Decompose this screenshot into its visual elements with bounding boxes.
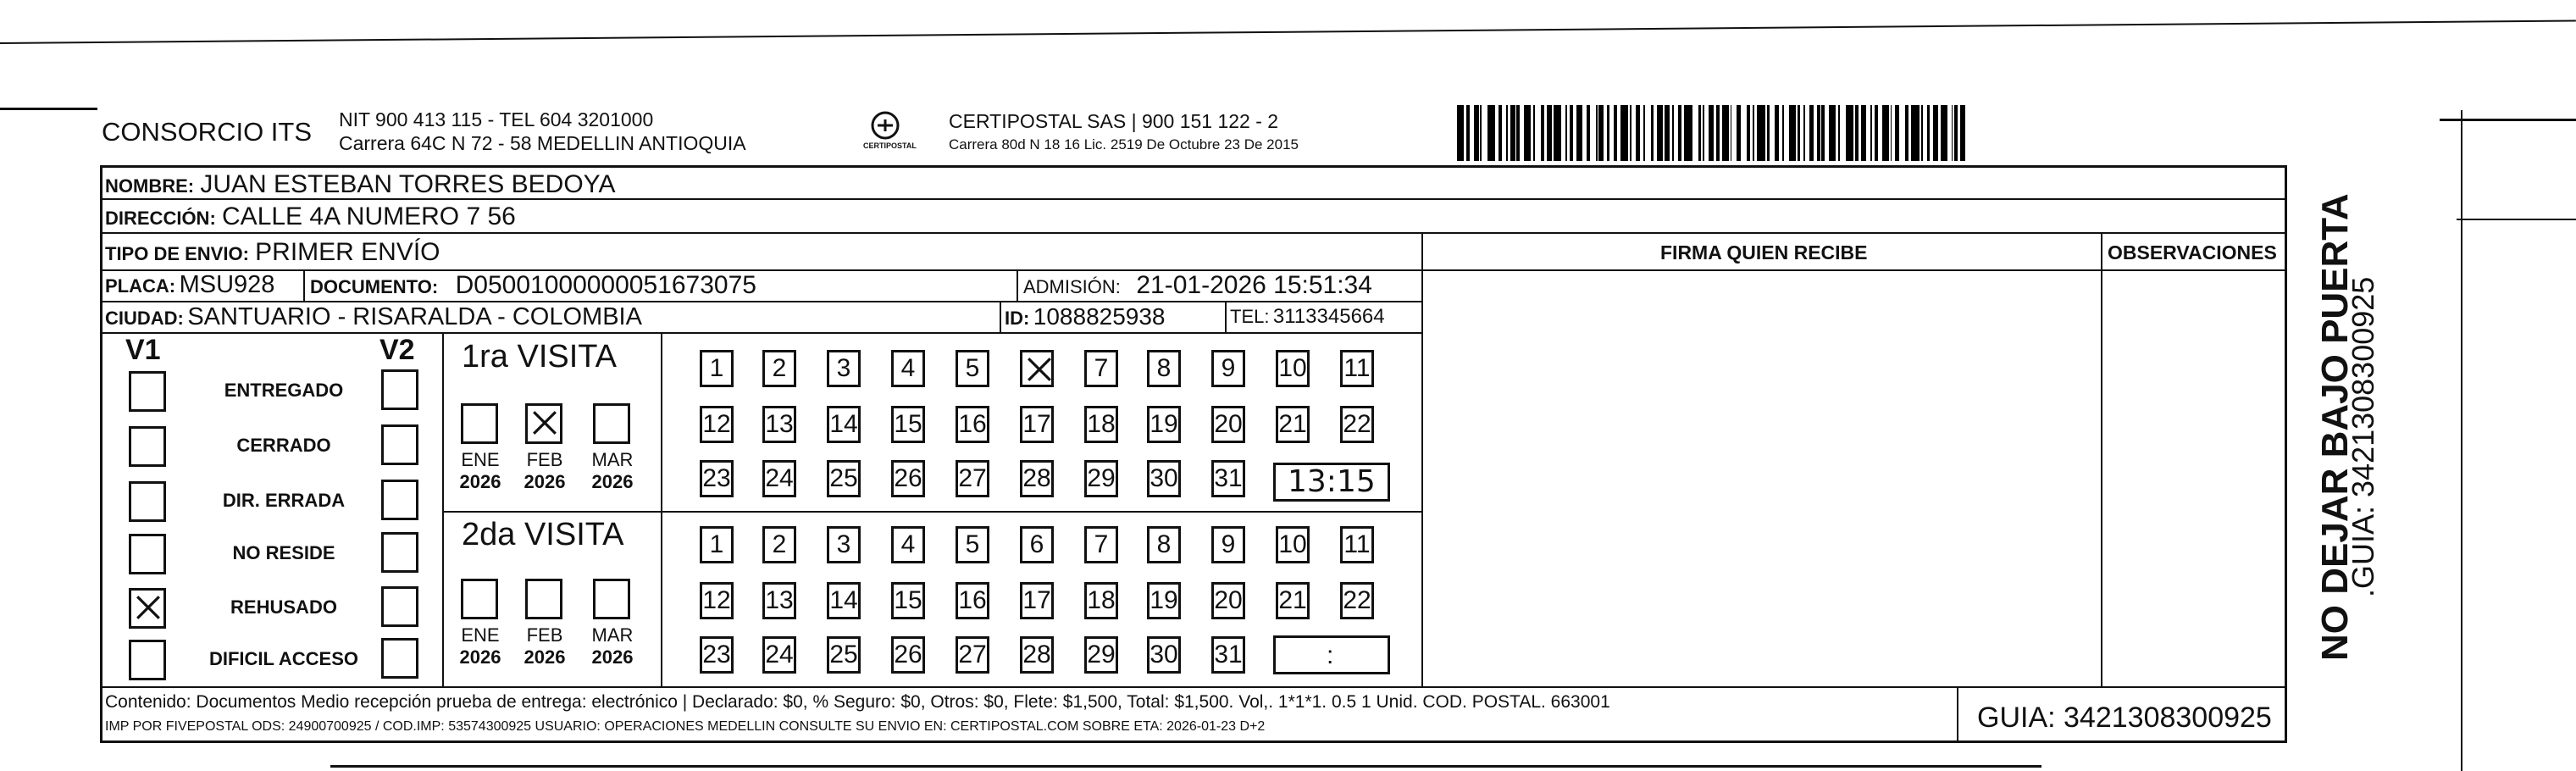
- tipo-row: [105, 240, 440, 265]
- month-checkbox-feb[interactable]: [525, 579, 562, 619]
- footer-guia: GUIA: 3421308300925: [1977, 702, 2272, 734]
- ciudad-divider: [1000, 301, 1001, 332]
- barcode-bar: [1855, 105, 1859, 161]
- placa-label: PLACA:: [105, 275, 176, 297]
- year-label: 2026: [524, 646, 566, 668]
- consorcio-line1: NIT 900 413 115 - TEL 604 3201000: [339, 108, 654, 130]
- first-visit-time-box[interactable]: [1273, 463, 1390, 502]
- documento-row: [310, 273, 756, 298]
- day-box-30[interactable]: 30: [1147, 636, 1181, 674]
- day-box-11[interactable]: 11: [1340, 350, 1374, 387]
- status-label: CERRADO: [236, 435, 331, 456]
- day-box-26[interactable]: 26: [891, 460, 925, 497]
- barcode-bar: [1651, 105, 1654, 161]
- barcode-bar: [1829, 105, 1836, 161]
- day-box-19[interactable]: 19: [1147, 406, 1181, 443]
- scan-right-line-2: [2457, 219, 2576, 220]
- day-box-8[interactable]: 8: [1147, 350, 1181, 387]
- status-label: DIFICIL ACCESO: [208, 648, 358, 669]
- barcode-bar: [1510, 105, 1515, 161]
- barcode-bar: [1499, 105, 1502, 161]
- barcode-bar: [1570, 105, 1573, 161]
- tipo-value: PRIMER ENVÍO: [255, 238, 440, 266]
- status-label: ENTREGADO: [224, 380, 344, 401]
- month-label: ENE: [461, 624, 500, 646]
- tipo-label: TIPO DE ENVIO:: [105, 243, 249, 264]
- scan-page-right-edge: [2461, 110, 2462, 771]
- barcode-bar: [1554, 105, 1562, 161]
- v1-checkbox[interactable]: [129, 588, 166, 629]
- barcode-bar: [1541, 105, 1544, 161]
- direccion-value: CALLE 4A NUMERO 7 56: [222, 202, 516, 230]
- barcode-bar: [1798, 105, 1801, 161]
- barcode-bar: [1607, 105, 1610, 161]
- v1-checkbox[interactable]: [129, 426, 166, 467]
- day-box-31[interactable]: 31: [1211, 460, 1245, 497]
- id-label: ID:: [1005, 308, 1030, 329]
- barcode-bar: [1716, 105, 1720, 161]
- day-box-29[interactable]: 29: [1084, 636, 1118, 674]
- day-box-9[interactable]: 9: [1211, 350, 1245, 387]
- day-box-14[interactable]: 14: [827, 406, 861, 443]
- day-box-5[interactable]: 5: [956, 526, 989, 563]
- day-box-7[interactable]: 7: [1084, 350, 1118, 387]
- second-visit-title: 2da VISITA: [462, 517, 624, 552]
- barcode-bar: [1803, 105, 1805, 161]
- month-label: ENE: [461, 449, 500, 470]
- month-label: FEB: [526, 624, 563, 646]
- barcode-bar: [1576, 105, 1583, 161]
- barcode-bar: [1737, 105, 1742, 161]
- barcode-bar: [1809, 105, 1814, 161]
- visit-divider: [442, 511, 1421, 513]
- tel-value: 3113345664: [1272, 305, 1385, 328]
- scan-top-edge: [0, 19, 2576, 44]
- status-label: DIR. ERRADA: [222, 490, 346, 511]
- year-label: 2026: [459, 471, 501, 492]
- month-checkbox-mar[interactable]: [593, 403, 630, 444]
- logo-text: CERTIPOSTAL: [863, 141, 917, 150]
- second-visit-time: :: [1327, 641, 1334, 669]
- barcode-bar: [1747, 105, 1750, 161]
- day-box-23[interactable]: 23: [700, 460, 734, 497]
- day-box-21[interactable]: 21: [1276, 406, 1310, 443]
- check-x-icon: [135, 594, 162, 621]
- admision-row: [1023, 273, 1372, 298]
- observaciones-label: OBSERVACIONES: [2108, 241, 2277, 263]
- ciudad-value: SANTUARIO - RISARALDA - COLOMBIA: [187, 303, 642, 330]
- year-label: 2026: [591, 646, 634, 668]
- obs-divider: [2101, 232, 2102, 686]
- barcode-bar: [1882, 105, 1889, 161]
- firma-header-line: [1421, 269, 2287, 271]
- month-label: MAR: [591, 624, 634, 646]
- day-box-1[interactable]: 1: [700, 526, 734, 563]
- day-box-12[interactable]: 12: [700, 582, 734, 619]
- footer-divider: [1957, 686, 1958, 743]
- v1-checkbox[interactable]: [129, 534, 166, 574]
- day-box-15[interactable]: 15: [891, 582, 925, 619]
- id-divider: [1225, 301, 1227, 332]
- status-label: REHUSADO: [230, 596, 337, 618]
- day-box-10[interactable]: 10: [1276, 526, 1310, 563]
- day-box-10[interactable]: 10: [1276, 350, 1310, 387]
- day-box-24[interactable]: 24: [762, 636, 796, 674]
- v2-checkbox[interactable]: [381, 532, 418, 573]
- barcode-bar: [1757, 105, 1765, 161]
- consorcio-name: CONSORCIO ITS: [102, 117, 313, 147]
- day-box-23[interactable]: 23: [700, 636, 734, 674]
- barcode-bar: [1657, 105, 1664, 161]
- day-box-13[interactable]: 13: [762, 406, 796, 443]
- doc-divider: [1017, 269, 1018, 301]
- barcode-bar: [1678, 105, 1681, 161]
- barcode-bar: [1506, 105, 1508, 161]
- barcode-bar: [1954, 105, 1958, 161]
- documento-value: D05001000000051673075: [455, 271, 756, 299]
- barcode-bar: [1960, 105, 1965, 161]
- tel-row: [1230, 307, 1385, 327]
- v2-checkbox[interactable]: [381, 424, 418, 465]
- day-box-3[interactable]: 3: [827, 350, 861, 387]
- barcode-bar: [1933, 105, 1938, 161]
- id-row: [1005, 305, 1166, 329]
- v2-checkbox[interactable]: [381, 369, 418, 410]
- admision-label: ADMISIÓN:: [1023, 276, 1121, 297]
- day-box-9[interactable]: 9: [1211, 526, 1245, 563]
- barcode-bar: [1846, 105, 1854, 161]
- barcode-bar: [1722, 105, 1729, 161]
- month-checkbox-mar[interactable]: [593, 579, 630, 619]
- barcode-bar: [1547, 105, 1552, 161]
- barcode-bar: [1817, 105, 1820, 161]
- day-box-17[interactable]: 17: [1020, 582, 1054, 619]
- footer-contenido: Contenido: Documentos Medio recepción prueba de entrega: electrónico | Declarado: $0, % Seguro: $0, Otros: $0, Flete: $1,500, Total: $1,500. Vol,. 1*1*1. 0.5 1 Unid. COD. POSTAL. 663001: [105, 692, 1610, 712]
- nombre-value: JUAN ESTEBAN TORRES BEDOYA: [200, 170, 616, 198]
- row-line: [100, 232, 2287, 234]
- day-box-22[interactable]: 22: [1340, 582, 1374, 619]
- barcode-bar: [1620, 105, 1629, 161]
- ciudad-label: CIUDAD:: [105, 308, 184, 329]
- day-box-14[interactable]: 14: [827, 582, 861, 619]
- day-box-15[interactable]: 15: [891, 406, 925, 443]
- v1-checkbox[interactable]: [129, 481, 166, 522]
- row-line: [100, 686, 2287, 688]
- barcode: [1457, 105, 2126, 161]
- day-box-18[interactable]: 18: [1084, 406, 1118, 443]
- day-box-4[interactable]: 4: [891, 350, 925, 387]
- placa-row: [105, 273, 274, 297]
- barcode-bar: [1487, 105, 1496, 161]
- barcode-bar: [1875, 105, 1878, 161]
- v2-checkbox[interactable]: [381, 638, 418, 679]
- day-box-16[interactable]: 16: [956, 582, 989, 619]
- barcode-bar: [1709, 105, 1714, 161]
- day-box-25[interactable]: 25: [827, 460, 861, 497]
- nombre-label: NOMBRE:: [105, 175, 195, 197]
- day-box-19[interactable]: 19: [1147, 582, 1181, 619]
- documento-label: DOCUMENTO:: [310, 276, 439, 297]
- placa-divider: [303, 269, 305, 301]
- barcode-bar: [1703, 105, 1704, 161]
- barcode-bar: [1731, 105, 1732, 161]
- barcode-bar: [1861, 105, 1866, 161]
- month-checkbox-feb[interactable]: [525, 403, 562, 444]
- footer-imp: IMP POR FIVEPOSTAL ODS: 24900700925 / COD.IMP: 53574300925 USUARIO: OPERACIONES MEDELLIN CONSULTE SU ENVIO EN: CERTIPOSTAL.COM SOBRE ETA: 2026-01-23 D+2: [105, 719, 1266, 734]
- barcode-bar: [1466, 105, 1470, 161]
- day-box-18[interactable]: 18: [1084, 582, 1118, 619]
- barcode-bar: [1927, 105, 1931, 161]
- direccion-row: [105, 204, 516, 230]
- day-box-24[interactable]: 24: [762, 460, 796, 497]
- barcode-bar: [1598, 105, 1604, 161]
- barcode-bar: [1524, 105, 1531, 161]
- first-visit-time: 13:15: [1288, 464, 1376, 499]
- barcode-bar: [1821, 105, 1825, 161]
- barcode-bar: [1596, 105, 1598, 161]
- certipostal-logo: [860, 108, 917, 155]
- barcode-bar: [1698, 105, 1702, 161]
- barcode-bar: [1533, 105, 1535, 161]
- barcode-bar: [1474, 105, 1479, 161]
- barcode-bar: [1753, 105, 1754, 161]
- row-line: [100, 198, 2287, 200]
- admision-value: 21-01-2026 15:51:34: [1136, 271, 1372, 299]
- day-box-27[interactable]: 27: [956, 460, 989, 497]
- day-box-25[interactable]: 25: [827, 636, 861, 674]
- month-checkbox-ene[interactable]: [461, 579, 498, 619]
- day-box-5[interactable]: 5: [956, 350, 989, 387]
- barcode-bar: [1789, 105, 1796, 161]
- day-box-22[interactable]: 22: [1340, 406, 1374, 443]
- barcode-bar: [1565, 105, 1567, 161]
- day-box-28[interactable]: 28: [1020, 636, 1054, 674]
- month-label: FEB: [526, 449, 563, 470]
- v1-label: V1: [125, 334, 161, 366]
- day-box-17[interactable]: 17: [1020, 406, 1054, 443]
- barcode-bar: [1782, 105, 1784, 161]
- day-box-8[interactable]: 8: [1147, 526, 1181, 563]
- barcode-bar: [1665, 105, 1670, 161]
- day-box-1[interactable]: 1: [700, 350, 734, 387]
- year-label: 2026: [459, 646, 501, 668]
- nombre-row: [105, 172, 615, 197]
- v2-checkbox[interactable]: [381, 480, 418, 520]
- barcode-bar: [1775, 105, 1780, 161]
- barcode-bar: [1767, 105, 1770, 161]
- row-line: [100, 332, 1421, 334]
- day-box-28[interactable]: 28: [1020, 460, 1054, 497]
- year-label: 2026: [591, 471, 634, 492]
- month-divider: [661, 332, 662, 686]
- v1-checkbox[interactable]: [129, 371, 166, 412]
- day-box-2[interactable]: 2: [762, 526, 796, 563]
- day-box-27[interactable]: 27: [956, 636, 989, 674]
- day-box-26[interactable]: 26: [891, 636, 925, 674]
- day-box-11[interactable]: 11: [1340, 526, 1374, 563]
- consorcio-line2: Carrera 64C N 72 - 58 MEDELLIN ANTIOQUIA: [339, 132, 746, 154]
- day-box-29[interactable]: 29: [1084, 460, 1118, 497]
- day-box-13[interactable]: 13: [762, 582, 796, 619]
- barcode-bar: [1905, 105, 1908, 161]
- barcode-bar: [1895, 105, 1900, 161]
- day-box-6[interactable]: 6: [1020, 526, 1054, 563]
- year-label: 2026: [524, 471, 566, 492]
- direccion-label: DIRECCIÓN:: [105, 208, 216, 229]
- tel-label: TEL:: [1230, 306, 1270, 327]
- check-x-icon: [531, 409, 558, 436]
- side-no-dejar: NO DEJAR BAJO PUERTA: [2314, 193, 2356, 661]
- barcode-bar: [1911, 105, 1920, 161]
- day-box-20[interactable]: 20: [1211, 406, 1245, 443]
- barcode-bar: [1891, 105, 1892, 161]
- day-box-16[interactable]: 16: [956, 406, 989, 443]
- day-box-2[interactable]: 2: [762, 350, 796, 387]
- row-line: [100, 301, 1421, 302]
- barcode-bar: [1952, 105, 1953, 161]
- placa-value: MSU928: [179, 271, 275, 298]
- barcode-bar: [1870, 105, 1872, 161]
- second-visit-time-box[interactable]: [1273, 635, 1390, 674]
- id-value: 1088825938: [1033, 303, 1166, 330]
- day-box-31[interactable]: 31: [1211, 636, 1245, 674]
- month-checkbox-ene[interactable]: [461, 403, 498, 444]
- certipostal-line1: CERTIPOSTAL SAS | 900 151 122 - 2: [949, 110, 1279, 132]
- day-box-12[interactable]: 12: [700, 406, 734, 443]
- scan-bottom-line: [330, 765, 2041, 768]
- v2-label: V2: [379, 334, 415, 366]
- day-box-4[interactable]: 4: [891, 526, 925, 563]
- first-visit-title: 1ra VISITA: [462, 339, 618, 374]
- barcode-bar: [1636, 105, 1641, 161]
- day-box-7[interactable]: 7: [1084, 526, 1118, 563]
- scan-left-line: [0, 108, 97, 110]
- day-box-20[interactable]: 20: [1211, 582, 1245, 619]
- barcode-bar: [1941, 105, 1947, 161]
- barcode-bar: [1684, 105, 1692, 161]
- barcode-bar: [1630, 105, 1631, 161]
- barcode-bar: [1838, 105, 1840, 161]
- barcode-bar: [1672, 105, 1674, 161]
- barcode-bar: [1643, 105, 1645, 161]
- barcode-bar: [1587, 105, 1590, 161]
- firma-divider: [1421, 232, 1423, 686]
- side-guia: .GUIA: 3421308300925: [2346, 276, 2380, 597]
- ciudad-row: [105, 305, 642, 330]
- barcode-bar: [1921, 105, 1923, 161]
- day-box-6[interactable]: [1020, 350, 1054, 387]
- firma-label: FIRMA QUIEN RECIBE: [1660, 241, 1868, 263]
- certipostal-line2: Carrera 80d N 18 16 Lic. 2519 De Octubre 23 De 2015: [949, 136, 1299, 153]
- month-label: MAR: [591, 449, 634, 470]
- check-x-icon: [1026, 356, 1053, 383]
- v2-checkbox[interactable]: [381, 586, 418, 627]
- day-box-3[interactable]: 3: [827, 526, 861, 563]
- status-divider: [442, 332, 444, 686]
- v1-checkbox[interactable]: [129, 640, 166, 680]
- day-box-21[interactable]: 21: [1276, 582, 1310, 619]
- barcode-bar: [1614, 105, 1617, 161]
- barcode-bar: [1457, 105, 1464, 161]
- barcode-bar: [1480, 105, 1482, 161]
- barcode-bar: [1516, 105, 1520, 161]
- status-label: NO RESIDE: [232, 542, 335, 563]
- day-box-30[interactable]: 30: [1147, 460, 1181, 497]
